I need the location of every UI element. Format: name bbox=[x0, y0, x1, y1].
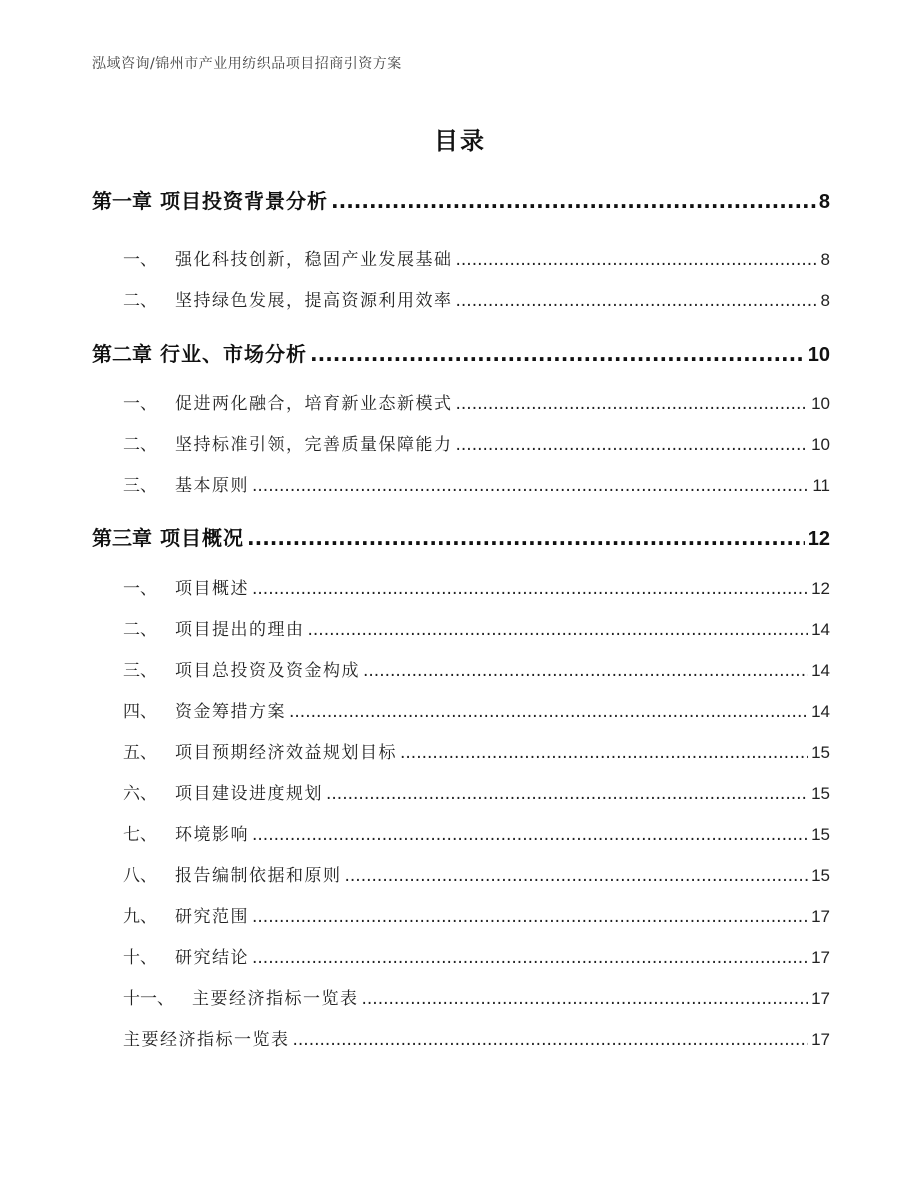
toc-section-entry[interactable] bbox=[123, 615, 830, 640]
toc-chapter-entry[interactable] bbox=[92, 185, 830, 214]
toc-section-entry[interactable] bbox=[123, 738, 830, 763]
toc-dot-leader bbox=[345, 866, 809, 886]
toc-entry-number: 四、 bbox=[123, 702, 157, 722]
toc-section-entry[interactable] bbox=[123, 656, 830, 681]
toc-section-entry[interactable] bbox=[123, 902, 830, 927]
toc-entry-number: 七、 bbox=[123, 825, 157, 845]
toc-entry-number: 一、 bbox=[123, 579, 157, 599]
toc-entry-label: 研究结论 bbox=[175, 948, 249, 968]
toc-entry-label: 项目建设进度规划 bbox=[175, 784, 323, 804]
toc-entry-label: 资金筹措方案 bbox=[175, 702, 286, 722]
toc-dot-leader bbox=[247, 526, 805, 550]
toc-dot-leader bbox=[252, 825, 808, 845]
toc-section-entry[interactable] bbox=[123, 779, 830, 804]
toc-entry-label: 项目投资背景分析 bbox=[160, 189, 328, 213]
toc-section-entry[interactable] bbox=[123, 1025, 830, 1050]
toc-entry-page-number: 10 bbox=[811, 394, 830, 413]
toc-entry-page-number: 14 bbox=[811, 702, 830, 721]
toc-entry-number: 二、 bbox=[123, 435, 157, 455]
toc-entry-label: 坚持绿色发展，提高资源利用效率 bbox=[175, 291, 453, 311]
toc-entry-number: 一、 bbox=[123, 394, 157, 414]
toc-dot-leader bbox=[456, 435, 809, 455]
toc-entry-page-number: 14 bbox=[811, 620, 830, 639]
toc-chapter-entry[interactable] bbox=[92, 522, 830, 551]
toc-entry-page-number: 15 bbox=[811, 743, 830, 762]
toc-entry-label: 项目预期经济效益规划目标 bbox=[175, 743, 397, 763]
toc-entry-label: 研究范围 bbox=[175, 907, 249, 927]
toc-entry-page-number: 17 bbox=[811, 907, 830, 926]
toc-section-entry[interactable] bbox=[123, 471, 830, 496]
toc-title: 目录 bbox=[434, 127, 486, 155]
toc-dot-leader bbox=[326, 784, 808, 804]
toc-entry-page-number: 8 bbox=[820, 250, 830, 269]
toc-dot-leader bbox=[456, 250, 818, 270]
toc-entry-number: 一、 bbox=[123, 250, 157, 270]
toc-entry-number: 二、 bbox=[123, 620, 157, 640]
toc-entry-label: 项目总投资及资金构成 bbox=[175, 661, 360, 681]
toc-dot-leader bbox=[252, 907, 808, 927]
toc-entry-page-number: 17 bbox=[811, 989, 830, 1008]
toc-entry-page-number: 12 bbox=[811, 579, 830, 598]
toc-dot-leader bbox=[289, 702, 808, 722]
toc-section-entry[interactable] bbox=[123, 820, 830, 845]
toc-entry-number: 八、 bbox=[123, 866, 157, 886]
toc-entry-page-number: 11 bbox=[812, 476, 830, 495]
toc-entry-number: 二、 bbox=[123, 291, 157, 311]
toc-dot-leader bbox=[362, 989, 809, 1009]
toc-entry-label: 坚持标准引领，完善质量保障能力 bbox=[175, 435, 453, 455]
toc-entry-number: 第三章 bbox=[92, 526, 152, 550]
toc-entry-label: 强化科技创新，稳固产业发展基础 bbox=[175, 250, 453, 270]
toc-entry-page-number: 17 bbox=[811, 948, 830, 967]
toc-entry-number: 第一章 bbox=[92, 189, 152, 213]
toc-section-entry[interactable] bbox=[123, 430, 830, 455]
toc-dot-leader bbox=[456, 394, 809, 414]
toc-section-entry[interactable] bbox=[123, 984, 830, 1009]
toc-entry-number: 六、 bbox=[123, 784, 157, 804]
toc-section-entry[interactable] bbox=[123, 861, 830, 886]
toc-entry-label: 环境影响 bbox=[175, 825, 249, 845]
toc-entry-page-number: 8 bbox=[818, 191, 830, 213]
toc-entry-number: 三、 bbox=[123, 661, 157, 681]
toc-entry-number: 十、 bbox=[123, 948, 157, 968]
toc-entry-page-number: 14 bbox=[811, 661, 830, 680]
toc-section-entry[interactable] bbox=[123, 943, 830, 968]
toc-entry-label: 项目概述 bbox=[175, 579, 249, 599]
toc-entry-page-number: 10 bbox=[811, 435, 830, 454]
toc-dot-leader bbox=[331, 189, 816, 213]
running-header: 泓域咨询/锦州市产业用纺织品项目招商引资方案 bbox=[92, 56, 402, 72]
toc-dot-leader bbox=[252, 948, 808, 968]
toc-entry-number: 十一、 bbox=[123, 989, 174, 1009]
toc-section-entry[interactable] bbox=[123, 389, 830, 414]
toc-entry-page-number: 17 bbox=[811, 1030, 830, 1049]
toc-entry-label: 基本原则 bbox=[175, 476, 249, 496]
toc-section-entry[interactable] bbox=[123, 574, 830, 599]
toc-entry-label: 行业、市场分析 bbox=[160, 342, 307, 366]
toc-entry-label: 促进两化融合，培育新业态新模式 bbox=[175, 394, 453, 414]
toc-entry-label: 主要经济指标一览表 bbox=[192, 989, 359, 1009]
toc-dot-leader bbox=[252, 476, 809, 496]
toc-entry-page-number: 12 bbox=[807, 528, 830, 550]
toc-section-entry[interactable] bbox=[123, 286, 830, 311]
toc-dot-leader bbox=[308, 620, 809, 640]
toc-dot-leader bbox=[363, 661, 808, 681]
toc-entry-label: 主要经济指标一览表 bbox=[123, 1030, 290, 1050]
toc-entry-page-number: 15 bbox=[811, 825, 830, 844]
toc-entry-label: 项目概况 bbox=[160, 526, 244, 550]
toc-entry-label: 报告编制依据和原则 bbox=[175, 866, 342, 886]
toc-dot-leader bbox=[252, 579, 808, 599]
toc-dot-leader bbox=[400, 743, 808, 763]
toc-entry-number: 三、 bbox=[123, 476, 157, 496]
toc-entry-number: 九、 bbox=[123, 907, 157, 927]
toc-dot-leader bbox=[456, 291, 818, 311]
toc-dot-leader bbox=[293, 1030, 809, 1050]
toc-section-entry[interactable] bbox=[123, 697, 830, 722]
toc-entry-number: 五、 bbox=[123, 743, 157, 763]
toc-entry-page-number: 10 bbox=[807, 344, 830, 366]
toc-entry-number: 第二章 bbox=[92, 342, 152, 366]
toc-entry-page-number: 8 bbox=[820, 291, 830, 310]
toc-entry-page-number: 15 bbox=[811, 866, 830, 885]
toc-section-entry[interactable] bbox=[123, 245, 830, 270]
toc-entry-label: 项目提出的理由 bbox=[175, 620, 305, 640]
toc-dot-leader bbox=[310, 342, 805, 366]
toc-entry-page-number: 15 bbox=[811, 784, 830, 803]
toc-chapter-entry[interactable] bbox=[92, 338, 830, 367]
